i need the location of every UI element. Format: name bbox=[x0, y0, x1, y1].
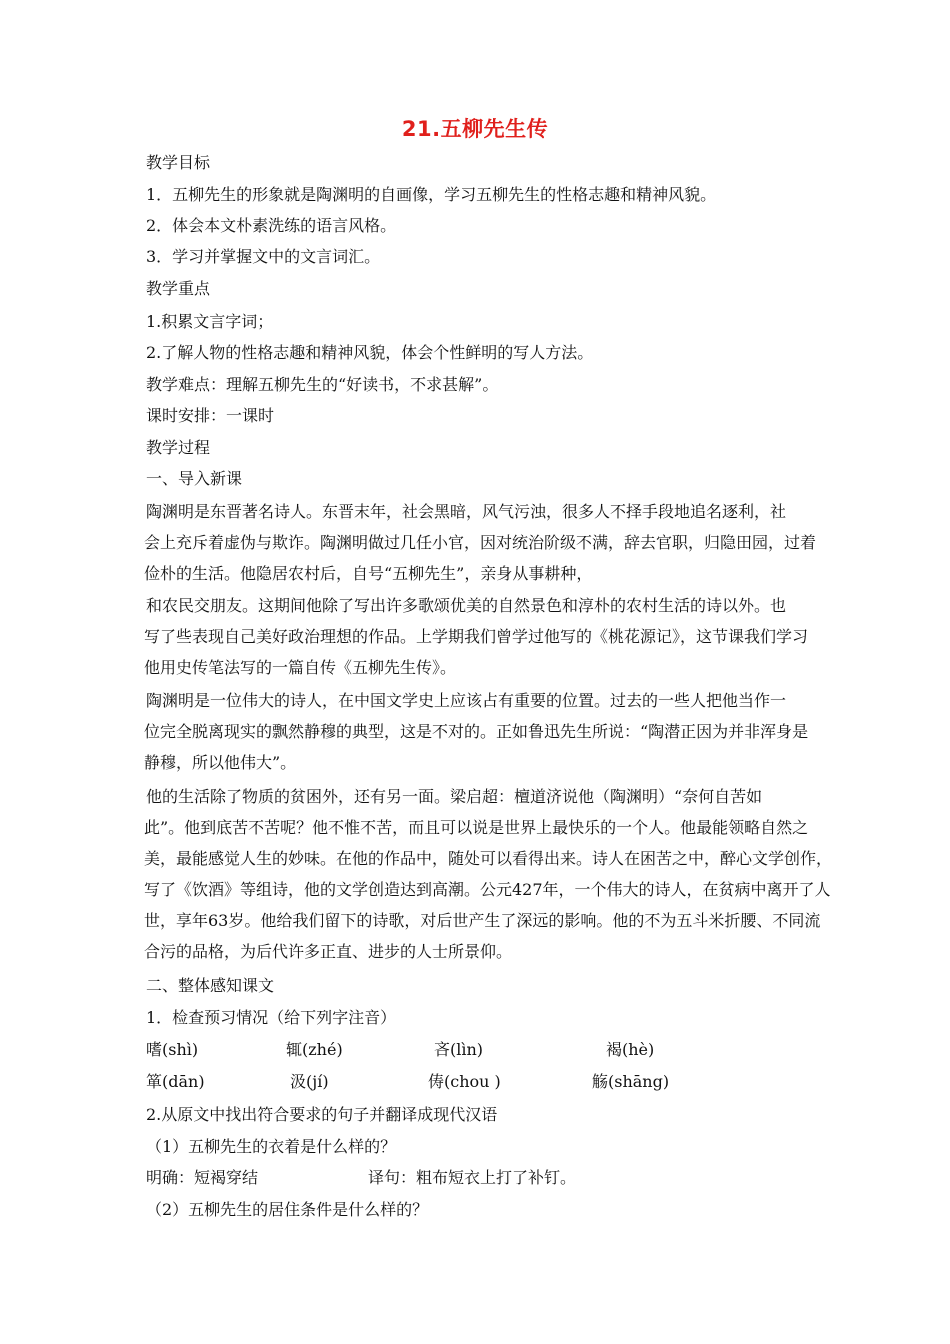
paragraph-line: 陶渊明是东晋著名诗人。东晋末年，社会黑暗，风气污浊，很多人不择手段地追名逐利，社 bbox=[146, 502, 787, 521]
pinyin-entry: 吝(lìn) bbox=[434, 1040, 484, 1059]
intro-paragraph-3 bbox=[146, 685, 836, 778]
pinyin-entry: 觞(shāng) bbox=[592, 1072, 670, 1091]
pinyin-entry: 俦(chou ) bbox=[428, 1072, 501, 1091]
heading-key-points: 教学重点 bbox=[146, 279, 211, 298]
class-hours: 课时安排：一课时 bbox=[146, 406, 275, 425]
paragraph-line: 陶渊明是一位伟大的诗人，在中国文学史上应该占有重要的位置。过去的一些人把他当作一 bbox=[146, 691, 787, 710]
pinyin-entry: 箪(dān) bbox=[146, 1072, 205, 1091]
paragraph-line: 此”。他到底苦不苦呢？他不惟不苦，而且可以说是世界上最快乐的一个人。他最能领略自然之 bbox=[144, 818, 809, 837]
goal-item-3: 3．学习并掌握文中的文言词汇。 bbox=[146, 247, 381, 266]
pinyin-row-2 bbox=[146, 1072, 836, 1094]
key-point-2: 2.了解人物的性格志趣和精神风貌，体会个性鲜明的写人方法。 bbox=[146, 343, 594, 362]
paragraph-line: 写了些表现自己美好政治理想的作品。上学期我们曾学过他写的《桃花源记》，这节课我们学习 bbox=[144, 627, 809, 646]
paragraph-line: 静穆，所以他伟大”。 bbox=[144, 753, 297, 772]
paragraph-line: 会上充斥着虚伪与欺诈。陶渊明做过几任小官，因对统治阶级不满，辞去官职，归隐田园，过着 bbox=[144, 533, 817, 552]
pinyin-entry: 辄(zhé) bbox=[286, 1040, 343, 1059]
paragraph-line: 写了《饮酒》等组诗，他的文学创造达到高潮。公元427年，一个伟大的诗人，在贫病中离开了人 bbox=[144, 880, 831, 899]
paragraph-line: 和农民交朋友。这期间他除了写出许多歌颂优美的自然景色和淳朴的农村生活的诗以外。也 bbox=[146, 596, 787, 615]
section-heading-overview: 二、整体感知课文 bbox=[146, 976, 275, 995]
intro-paragraph-2 bbox=[146, 590, 836, 683]
exercise-item-2: 2.从原文中找出符合要求的句子并翻译成现代汉语 bbox=[146, 1105, 498, 1124]
goal-item-2: 2．体会本文朴素洗练的语言风格。 bbox=[146, 216, 397, 235]
answer-1-translation: 译句：粗布短衣上打了补钉。 bbox=[368, 1168, 577, 1187]
heading-teaching-process: 教学过程 bbox=[146, 438, 211, 457]
paragraph-line: 美，最能感觉人生的妙味。在他的作品中，随处可以看得出来。诗人在困苦之中，醉心文学创作， bbox=[144, 849, 833, 868]
heading-teaching-goals: 教学目标 bbox=[146, 153, 211, 172]
section-heading-intro: 一、导入新课 bbox=[146, 469, 243, 488]
pinyin-entry: 嗜(shì) bbox=[146, 1040, 199, 1059]
paragraph-line: 世，享年63岁。他给我们留下的诗歌，对后世产生了深远的影响。他的不为五斗米折腰、不同流 bbox=[144, 911, 821, 930]
answer-1-row bbox=[146, 1168, 836, 1190]
intro-paragraph-1 bbox=[146, 496, 836, 589]
exercise-item-1: 1．检查预习情况（给下列字注音） bbox=[146, 1008, 397, 1027]
goal-item-1: 1．五柳先生的形象就是陶渊明的自画像，学习五柳先生的性格志趣和精神风貌。 bbox=[146, 185, 717, 204]
paragraph-line: 他用史传笔法写的一篇自传《五柳先生传》。 bbox=[144, 658, 457, 677]
difficult-point: 教学难点：理解五柳先生的“好读书，不求甚解”。 bbox=[146, 375, 499, 394]
question-1: （1）五柳先生的衣着是什么样的？ bbox=[146, 1137, 397, 1156]
pinyin-row-1 bbox=[146, 1040, 836, 1062]
paragraph-line: 俭朴的生活。他隐居农村后，自号“五柳先生”，亲身从事耕种， bbox=[144, 564, 593, 583]
key-point-1: 1.积累文言字词； bbox=[146, 312, 274, 331]
intro-paragraph-4 bbox=[146, 781, 836, 967]
paragraph-line: 合污的品格，为后代许多正直、进步的人士所景仰。 bbox=[144, 942, 513, 961]
pinyin-entry: 褐(hè) bbox=[606, 1040, 655, 1059]
question-2: （2）五柳先生的居住条件是什么样的？ bbox=[146, 1200, 429, 1219]
paragraph-line: 他的生活除了物质的贫困外，还有另一面。梁启超：檀道济说他（陶渊明）“奈何自苦如 bbox=[146, 787, 763, 806]
page-title: 21.五柳先生传 bbox=[401, 117, 549, 141]
pinyin-entry: 汲(jí) bbox=[290, 1072, 329, 1091]
paragraph-line: 位完全脱离现实的飘然静穆的典型，这是不对的。正如鲁迅先生所说：“陶潜正因为并非浑身是 bbox=[144, 722, 809, 741]
answer-1-label: 明确：短褐穿结 bbox=[146, 1168, 259, 1187]
